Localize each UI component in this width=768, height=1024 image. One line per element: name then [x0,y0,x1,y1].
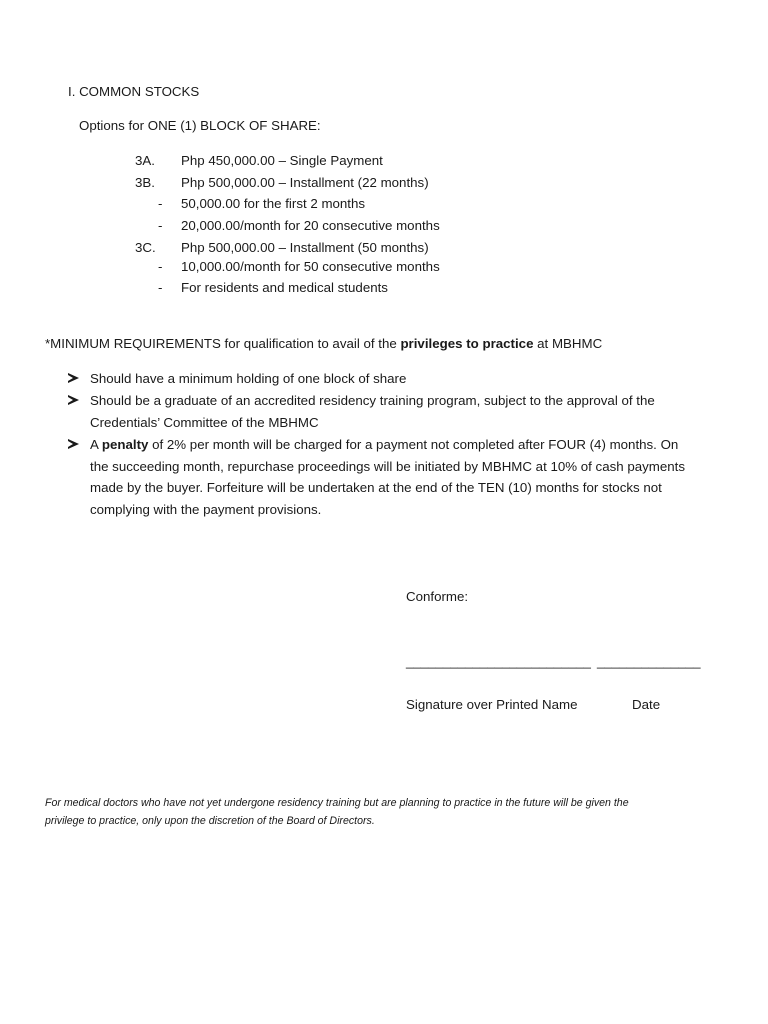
option-text: Php 500,000.00 – Installment (50 months) [181,240,429,255]
bullet-text [90,437,678,453]
date-label: Date [632,697,661,712]
date-line: ______________ [597,654,701,669]
bullet-text: Credentials’ Committee of the MBHMC [90,415,319,430]
requirements-intro-bold: privileges to practice [400,336,534,351]
option-text: 50,000.00 for the first 2 months [181,196,366,211]
bullet-text: Should be a graduate of an accredited residency training program, subject to the approval of the [90,393,655,408]
option-text: For residents and medical students [181,280,388,295]
signature-line: _________________________ [406,654,591,669]
bullet-text-start: A [90,437,102,452]
bullet-text: the succeeding month, repurchase proceedings will be initiated by MBHMC at 10% of cash payments [90,459,685,474]
arrow-bullet-icon [68,373,79,383]
conforme-label: Conforme: [406,589,469,604]
bullet-text: Should have a minimum holding of one block of share [90,371,407,386]
option-dash: - [158,280,163,295]
option-dash: - [158,259,163,274]
option-text: 10,000.00/month for 50 consecutive months [181,259,440,274]
options-title: Options for ONE (1) BLOCK OF SHARE: [79,118,321,133]
bullet-text: complying with the payment provisions. [90,502,322,517]
arrow-bullet-icon [68,395,79,405]
option-dash: - [158,196,163,211]
option-code: 3B. [135,175,155,190]
requirements-intro-text: *MINIMUM REQUIREMENTS for qualification to avail of the [45,336,401,351]
penalty-bold: penalty [101,437,149,452]
footnote-line: For medical doctors who have not yet undergone residency training but are planning to practice in the future will be given the [45,797,629,809]
requirements-intro-text-end: at MBHMC [533,336,603,351]
option-dash: - [158,218,163,233]
bullet-text: made by the buyer. Forfeiture will be undertaken at the end of the TEN (10) months for stocks not [90,480,662,495]
arrow-bullet-icon [68,439,79,449]
requirements-intro [45,336,602,352]
option-code: 3A. [135,153,155,168]
signature-label: Signature over Printed Name [406,697,578,712]
option-code: 3C. [135,240,156,255]
section-heading: I. COMMON STOCKS [68,84,200,99]
option-text: Php 500,000.00 – Installment (22 months) [181,175,429,190]
option-text: 20,000.00/month for 20 consecutive months [181,218,440,233]
bullet-text-rest: of 2% per month will be charged for a payment not completed after FOUR (4) months. On [148,437,679,452]
footnote-line: privilege to practice, only upon the discretion of the Board of Directors. [45,815,375,827]
option-text: Php 450,000.00 – Single Payment [181,153,383,168]
